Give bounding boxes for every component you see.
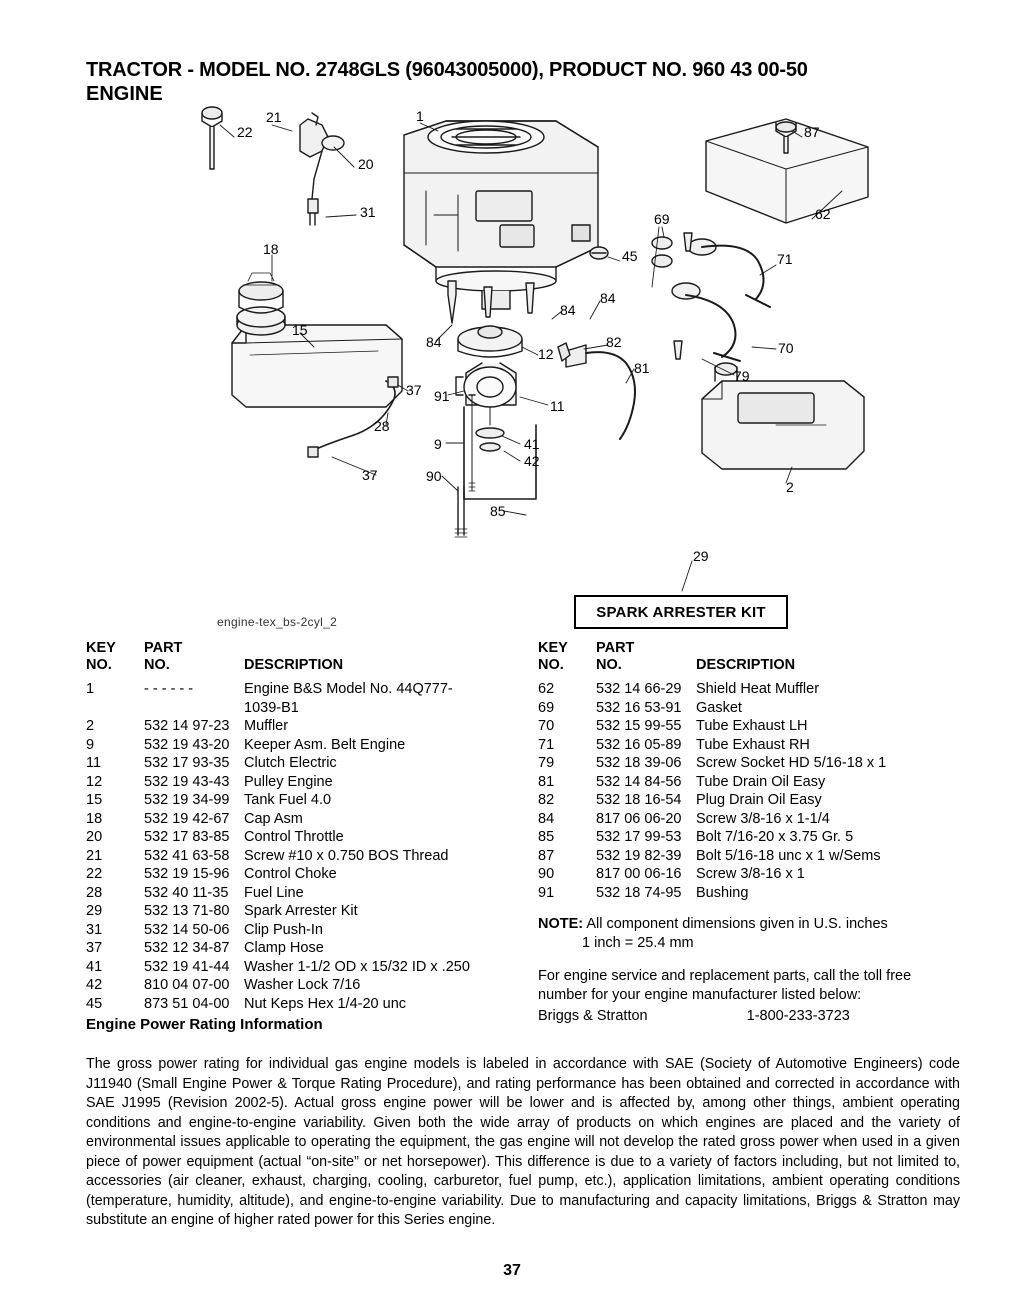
header-key-no-line1: KEY bbox=[86, 640, 116, 656]
callout-91: 91 bbox=[434, 388, 450, 404]
row-description: Engine B&S Model No. 44Q777- bbox=[244, 681, 453, 697]
dipstick-part bbox=[202, 107, 222, 169]
table-row bbox=[86, 680, 526, 699]
callout-37-b: 37 bbox=[362, 467, 378, 483]
row-description: Tube Exhaust RH bbox=[696, 736, 810, 753]
row-part-no: 532 19 41-44 bbox=[144, 958, 230, 975]
callout-70: 70 bbox=[778, 340, 794, 356]
row-description: Gasket bbox=[696, 699, 742, 716]
row-key-no: 85 bbox=[538, 829, 555, 845]
row-part-no: 532 17 99-53 bbox=[596, 829, 682, 845]
callout-90: 90 bbox=[426, 468, 442, 484]
callout-84-b: 84 bbox=[560, 302, 576, 318]
table-row bbox=[86, 865, 526, 884]
callout-22: 22 bbox=[237, 124, 253, 140]
parts-table-left-header bbox=[86, 640, 526, 680]
row-description: Control Throttle bbox=[244, 829, 344, 845]
callout-45: 45 bbox=[622, 248, 638, 264]
table-row bbox=[86, 828, 526, 847]
row-part-no: 532 19 43-43 bbox=[144, 773, 230, 790]
row-description-continued: 1039-B1 bbox=[244, 699, 299, 716]
row-key-no: 87 bbox=[538, 847, 555, 864]
table-row bbox=[86, 939, 526, 958]
row-part-no: 532 16 05-89 bbox=[596, 736, 682, 753]
row-part-no: 532 17 93-35 bbox=[144, 755, 230, 771]
row-key-no: 2 bbox=[86, 718, 95, 734]
callout-62: 62 bbox=[815, 206, 831, 222]
fuel-tank-part bbox=[232, 273, 402, 407]
callout-42: 42 bbox=[524, 453, 540, 469]
row-description: Screw 3/8-16 x 1-1/4 bbox=[696, 810, 830, 827]
callout-21: 21 bbox=[266, 109, 282, 125]
callout-31: 31 bbox=[360, 204, 376, 220]
row-key-no: 9 bbox=[86, 736, 95, 753]
row-part-no: 532 14 50-06 bbox=[144, 921, 230, 938]
row-part-no: 532 19 42-67 bbox=[144, 810, 230, 827]
diagram-reference-code: engine-tex_bs-2cyl_2 bbox=[217, 615, 338, 629]
row-description: Shield Heat Muffler bbox=[696, 681, 820, 697]
row-part-no: 817 06 06-20 bbox=[596, 810, 682, 827]
callout-41: 41 bbox=[524, 436, 540, 452]
row-description: Tube Exhaust LH bbox=[696, 718, 808, 734]
row-description: Tank Fuel 4.0 bbox=[244, 792, 332, 808]
table-row bbox=[86, 976, 526, 995]
row-description: Clamp Hose bbox=[244, 940, 324, 956]
row-part-no: 532 12 34-87 bbox=[144, 940, 230, 956]
callout-84-c: 84 bbox=[426, 334, 442, 350]
row-description: Screw 3/8-16 x 1 bbox=[696, 866, 805, 882]
callout-79: 79 bbox=[734, 368, 750, 384]
header-part-no-line2: NO. bbox=[144, 657, 170, 673]
exploded-parts-diagram bbox=[86, 95, 966, 629]
row-part-no: 532 17 83-85 bbox=[144, 829, 230, 845]
table-row bbox=[538, 680, 978, 699]
engine-power-rating-body: The gross power rating for individual gas engine models is labeled in accordance with SAE (Society of Automotive Engineers) code J11940 (Small Engine Power & Torque Rating Procedure), and rating performance has been obtained and corrected in accordance with SAE J1995 (Revision 2002-5). Actual gross engine power will be lower and is affected by, among other things, ambient operating conditions and engine-to-engine variability. Given both the wide array of products on which engines are placed and the variety of environmental issues applicable to operating the equipment, the gas engine will not develop the rated gross power when used in a given piece of power equipment (actual “on-site” or net horsepower). This difference is due to a variety of factors including, but not limited to, accessories (air cleaner, exhaust, charging, cooling, carburetor, fuel pump, etc.), application limitations, ambient operating conditions (temperature, humidity, altitude), and engine-to-engine variability. Due to manufacturing and capacity limitations, Briggs & Stratton may substitute an engine of higher rated power for this Series engine. bbox=[86, 1056, 960, 1228]
table-row bbox=[538, 884, 978, 903]
engine-manufacturer-name: Briggs & Stratton bbox=[538, 1008, 648, 1024]
row-description: Cap Asm bbox=[244, 810, 303, 827]
table-row bbox=[86, 773, 526, 792]
header-key-no-line2: NO. bbox=[538, 657, 564, 673]
table-row bbox=[86, 902, 526, 921]
engine-block-illustration bbox=[404, 121, 598, 309]
callout-20: 20 bbox=[358, 156, 374, 172]
row-key-no: 28 bbox=[86, 884, 103, 901]
note-text-line1: All component dimensions given in U.S. inches bbox=[586, 916, 888, 932]
row-description: Washer 1-1/2 OD x 15/32 ID x .250 bbox=[244, 958, 470, 975]
row-description: Clip Push-In bbox=[244, 921, 323, 938]
header-description: DESCRIPTION bbox=[244, 657, 344, 673]
row-key-no: 18 bbox=[86, 810, 103, 827]
row-description: Fuel Line bbox=[244, 884, 304, 901]
heat-shield-part bbox=[706, 119, 868, 223]
page-title-line2: ENGINE bbox=[86, 83, 163, 105]
table-row bbox=[86, 995, 526, 1014]
oil-drain-tube-part bbox=[558, 343, 635, 439]
row-part-no: 532 40 11-35 bbox=[144, 884, 229, 901]
row-key-no: 31 bbox=[86, 921, 103, 938]
table-row bbox=[86, 810, 526, 829]
engine-manufacturer-row bbox=[538, 1007, 978, 1026]
note-label: NOTE: bbox=[538, 916, 584, 932]
page-title-line1: TRACTOR - MODEL NO. 2748GLS (96043005000), PRODUCT NO. 960 43 00-50 bbox=[86, 59, 808, 81]
callout-84-a: 84 bbox=[600, 290, 616, 306]
parts-table-right bbox=[538, 640, 978, 902]
row-part-no: - - - - - - bbox=[144, 681, 194, 697]
row-key-no: 82 bbox=[538, 792, 555, 808]
row-part-no: 532 19 34-99 bbox=[144, 792, 230, 808]
row-part-no: 532 18 39-06 bbox=[596, 755, 682, 771]
row-part-no: 532 41 63-58 bbox=[144, 847, 230, 864]
row-description: Bolt 7/16-20 x 3.75 Gr. 5 bbox=[696, 829, 854, 845]
header-part-no-line1: PART bbox=[144, 640, 183, 656]
callout-9: 9 bbox=[434, 436, 442, 452]
row-part-no: 532 16 53-91 bbox=[596, 699, 682, 716]
callout-28: 28 bbox=[374, 418, 390, 434]
exhaust-tubes-part bbox=[652, 233, 770, 361]
row-description: Screw Socket HD 5/16-18 x 1 bbox=[696, 755, 887, 771]
row-part-no: 532 13 71-80 bbox=[144, 903, 230, 919]
row-key-no: 84 bbox=[538, 810, 555, 827]
row-description: Pulley Engine bbox=[244, 773, 333, 790]
callout-1: 1 bbox=[416, 108, 424, 124]
row-part-no: 817 00 06-16 bbox=[596, 866, 682, 882]
parts-table-right-header bbox=[538, 640, 978, 680]
page-number: 37 bbox=[503, 1262, 521, 1279]
parts-table-left bbox=[86, 640, 526, 1013]
row-part-no: 532 19 15-96 bbox=[144, 866, 230, 882]
row-key-no: 15 bbox=[86, 792, 103, 808]
table-row bbox=[538, 865, 978, 884]
note-block bbox=[538, 915, 978, 1026]
row-part-no: 532 14 97-23 bbox=[144, 718, 230, 734]
callout-12: 12 bbox=[538, 346, 554, 362]
row-key-no: 79 bbox=[538, 755, 555, 771]
row-key-no: 45 bbox=[86, 995, 103, 1012]
table-row bbox=[538, 828, 978, 847]
callout-69: 69 bbox=[654, 211, 670, 227]
parts-list-left bbox=[86, 680, 526, 1013]
callout-29: 29 bbox=[693, 548, 709, 564]
header-part-no-line1: PART bbox=[596, 640, 635, 656]
engine-service-line2: number for your engine manufacturer listed below: bbox=[538, 987, 862, 1003]
row-part-no: 873 51 04-00 bbox=[144, 995, 230, 1012]
row-description: Tube Drain Oil Easy bbox=[696, 773, 826, 790]
header-key-no-line1: KEY bbox=[538, 640, 568, 656]
table-row bbox=[86, 921, 526, 940]
table-row bbox=[86, 736, 526, 755]
row-key-no: 21 bbox=[86, 847, 103, 864]
engine-service-line1: For engine service and replacement parts, call the toll free bbox=[538, 968, 912, 984]
spark-arrester-kit-box: SPARK ARRESTER KIT bbox=[574, 595, 788, 629]
table-row bbox=[538, 699, 978, 718]
throttle-control-part bbox=[300, 113, 344, 225]
row-part-no: 532 14 66-29 bbox=[596, 681, 682, 697]
table-row-continuation bbox=[86, 699, 526, 718]
table-row bbox=[538, 791, 978, 810]
row-part-no: 532 18 16-54 bbox=[596, 792, 682, 808]
engine-manufacturer-phone: 1-800-233-3723 bbox=[746, 1008, 850, 1024]
row-part-no: 810 04 07-00 bbox=[144, 977, 230, 993]
table-row bbox=[86, 791, 526, 810]
row-key-no: 62 bbox=[538, 681, 555, 697]
callout-71: 71 bbox=[777, 251, 793, 267]
row-description: Keeper Asm. Belt Engine bbox=[244, 736, 406, 753]
table-row bbox=[86, 884, 526, 903]
row-key-no: 29 bbox=[86, 903, 103, 919]
row-description: Nut Keps Hex 1/4-20 unc bbox=[244, 995, 407, 1012]
row-part-no: 532 18 74-95 bbox=[596, 884, 682, 901]
row-key-no: 69 bbox=[538, 699, 555, 716]
diagram-svg bbox=[86, 95, 966, 625]
header-description: DESCRIPTION bbox=[696, 657, 796, 673]
row-key-no: 37 bbox=[86, 940, 103, 956]
row-key-no: 91 bbox=[538, 884, 555, 901]
row-description: Bolt 5/16-18 unc x 1 w/Sems bbox=[696, 847, 881, 864]
row-key-no: 12 bbox=[86, 773, 103, 790]
row-key-no: 22 bbox=[86, 866, 103, 882]
table-row bbox=[538, 717, 978, 736]
row-key-no: 71 bbox=[538, 736, 555, 753]
row-description: Spark Arrester Kit bbox=[244, 903, 358, 919]
table-row bbox=[86, 717, 526, 736]
row-key-no: 81 bbox=[538, 773, 555, 790]
row-part-no: 532 14 84-56 bbox=[596, 773, 682, 790]
note-text-line2-row bbox=[538, 934, 978, 953]
row-part-no: 532 19 82-39 bbox=[596, 847, 682, 864]
callout-85: 85 bbox=[490, 503, 506, 519]
table-row bbox=[538, 754, 978, 773]
table-row bbox=[538, 847, 978, 866]
row-key-no: 11 bbox=[86, 755, 102, 771]
row-key-no: 90 bbox=[538, 866, 555, 882]
note-text-line2: 1 inch = 25.4 mm bbox=[582, 935, 694, 951]
header-key-no-line2: NO. bbox=[86, 657, 112, 673]
row-description: Bushing bbox=[696, 884, 749, 901]
row-description: Control Choke bbox=[244, 866, 337, 882]
callout-11: 11 bbox=[550, 398, 565, 414]
row-description: Plug Drain Oil Easy bbox=[696, 792, 822, 808]
callout-87: 87 bbox=[804, 124, 820, 140]
row-key-no: 42 bbox=[86, 977, 103, 993]
callout-18: 18 bbox=[263, 241, 279, 257]
table-row bbox=[86, 958, 526, 977]
callout-15: 15 bbox=[292, 322, 308, 338]
callout-37-a: 37 bbox=[406, 382, 422, 398]
engine-power-rating-title: Engine Power Rating Information bbox=[86, 1016, 323, 1033]
row-description: Screw #10 x 0.750 BOS Thread bbox=[244, 847, 449, 864]
table-row bbox=[538, 773, 978, 792]
table-row bbox=[86, 847, 526, 866]
callout-82: 82 bbox=[606, 334, 622, 350]
parts-list-right bbox=[538, 680, 978, 902]
muffler-part bbox=[702, 363, 864, 469]
callout-81: 81 bbox=[634, 360, 650, 376]
note-line bbox=[538, 915, 978, 934]
table-row bbox=[538, 736, 978, 755]
row-description: Muffler bbox=[244, 718, 289, 734]
row-key-no: 70 bbox=[538, 718, 555, 734]
row-description: Clutch Electric bbox=[244, 755, 337, 771]
row-key-no: 41 bbox=[86, 958, 103, 975]
row-key-no: 1 bbox=[86, 681, 95, 697]
row-description: Washer Lock 7/16 bbox=[244, 977, 361, 993]
header-part-no-line2: NO. bbox=[596, 657, 622, 673]
row-part-no: 532 19 43-20 bbox=[144, 736, 230, 753]
table-row bbox=[538, 810, 978, 829]
table-row bbox=[86, 754, 526, 773]
callout-2: 2 bbox=[786, 479, 794, 495]
row-part-no: 532 15 99-55 bbox=[596, 718, 682, 734]
row-key-no: 20 bbox=[86, 829, 103, 845]
